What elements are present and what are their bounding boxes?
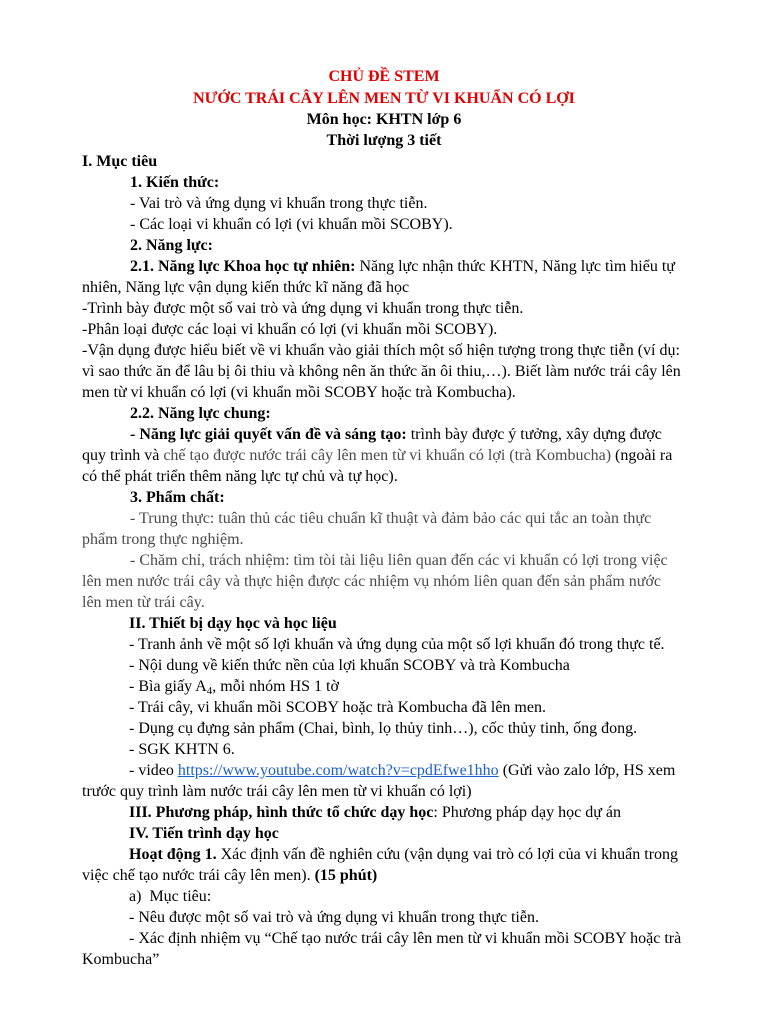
goal-item: - Xác định nhiệm vụ “Chế tạo nước trái cây lên men từ vi khuẩn mồi SCOBY hoặc trà (129, 930, 682, 947)
knowledge-item: - Vai trò và ứng dụng vi khuẩn trong thực tiễn. (130, 195, 428, 212)
materials-item: - Nội dung về kiến thức nền của lợi khuẩn SCOBY và trà Kombucha (129, 657, 570, 674)
general-competence-text: có thể phát triển thêm năng lực tự chủ và tự học). (82, 468, 398, 485)
section-process-heading: IV. Tiến trình dạy học (129, 825, 279, 842)
goal-heading-line (129, 886, 211, 907)
knowledge-item: - Các loại vi khuẩn có lợi (vi khuẩn mồi SCOBY). (130, 216, 453, 233)
science-competence-line (130, 256, 675, 277)
section-objectives-heading: I. Mục tiêu (82, 153, 158, 170)
science-competence-text: Năng lực nhận thức KHTN, Năng lực tìm hiểu tự (355, 258, 675, 275)
materials-video-item (129, 760, 675, 781)
section-methods-heading: III. Phương pháp, hình thức tổ chức dạy học (129, 804, 434, 821)
science-competence-item: -Vận dụng được hiểu biết về vi khuẩn vào giải thích một số hiện tượng trong thực tiễn (ví dụ: (82, 342, 680, 359)
video-note-cont: trước quy trình làm nước trái cây lên men từ vi khuẩn có lợi) (82, 783, 472, 800)
general-competence-product: chế tạo được nước trái cây lên men từ vi khuẩn có lợi (trà Kombucha) (163, 447, 612, 464)
goal-item-cont: Kombucha” (82, 951, 160, 968)
activity-text: việc chế tạo nước trái cây lên men). (82, 867, 315, 884)
paper-size-subscript: 4 (206, 685, 213, 697)
science-competence-label: 2.1. Năng lực Khoa học tự nhiên: (130, 258, 356, 275)
activity-duration: (15 phút) (314, 867, 378, 884)
science-competence-item: -Trình bày được một số vai trò và ứng dụng vi khuẩn trong thực tiễn. (82, 300, 524, 317)
science-competence-item-cont: men từ vi khuẩn có lợi (vi khuẩn mồi SCOBY hoặc trà Kombucha). (82, 384, 516, 401)
quality-item-cont: phẩm trong thực nghiệm. (82, 531, 244, 548)
goal-item: - Nêu được một số vai trò và ứng dụng vi khuẩn trong thực tiễn. (129, 909, 539, 926)
general-competence-text: (ngoài ra (611, 447, 673, 464)
topic-heading: CHỦ ĐỀ STEM (328, 68, 440, 85)
video-link[interactable]: https://www.youtube.com/watch?v=cpdEfwe1hho (177, 762, 499, 779)
activity-text: Xác định vấn đề nghiên cứu (vận dụng vai trò có lợi của vi khuẩn trong (216, 846, 679, 863)
general-competence-line (82, 445, 672, 466)
knowledge-heading: 1. Kiến thức: (130, 174, 220, 191)
general-competence-text: trình bày được ý tưởng, xây dựng được (406, 426, 662, 443)
activity-line-cont (82, 865, 377, 886)
materials-item-text: , mỗi nhóm HS 1 tờ (212, 678, 339, 695)
duration-line: Thời lượng 3 tiết (326, 132, 442, 149)
goal-marker: a) (129, 888, 142, 905)
materials-item (129, 676, 339, 697)
activity-label: Hoạt động 1. (129, 846, 217, 863)
materials-item: - Tranh ảnh về một số lợi khuẩn và ứng dụng của một số lợi khuẩn đó trong thực tế. (129, 636, 665, 653)
quality-item: - Chăm chỉ, trách nhiệm: tìm tòi tài liệu liên quan đến các vi khuẩn có lợi trong việc (130, 552, 668, 569)
methods-line (129, 802, 621, 823)
quality-item-cont: lên men nước trái cây và thực hiện được các nhiệm vụ nhóm liên quan đến sản phẩm nước (82, 573, 661, 590)
general-competence-text: quy trình và (82, 447, 164, 464)
activity-line (129, 844, 678, 865)
general-competence-label: - Năng lực giải quyết vấn đề và sáng tạo: (130, 426, 407, 443)
materials-item: - SGK KHTN 6. (129, 741, 235, 758)
goal-label: Mục tiêu: (149, 888, 212, 905)
quality-item-cont: lên men từ trái cây. (82, 594, 205, 611)
methods-text: : Phương pháp dạy học dự án (433, 804, 621, 821)
competence-heading: 2. Năng lực: (130, 237, 213, 254)
video-note: (Gửi vào zalo lớp, HS xem (498, 762, 676, 779)
general-competence-heading: 2.2. Năng lực chung: (130, 405, 271, 422)
qualities-heading: 3. Phẩm chất: (130, 489, 225, 506)
general-competence-line (130, 424, 662, 445)
document-title: NƯỚC TRÁI CÂY LÊN MEN TỪ VI KHUẨN CÓ LỢI (193, 90, 575, 107)
section-materials-heading: II. Thiết bị dạy học và học liệu (129, 615, 337, 632)
subject-line: Môn học: KHTN lớp 6 (306, 111, 462, 128)
science-competence-item: -Phân loại được các loại vi khuẩn có lợi (vi khuẩn mồi SCOBY). (82, 321, 498, 338)
science-competence-text: nhiên, Năng lực vận dụng kiến thức kĩ năng đã học (82, 279, 410, 296)
materials-item-text: - Bìa giấy A (129, 678, 207, 695)
video-prefix: - video (129, 762, 178, 779)
materials-item: - Dụng cụ đựng sản phẩm (Chai, bình, lọ thủy tinh…), cốc thủy tinh, ống đong. (129, 720, 638, 737)
quality-item: - Trung thực: tuân thủ các tiêu chuẩn kĩ thuật và đảm bảo các qui tắc an toàn thực (130, 510, 652, 527)
materials-item: - Trái cây, vi khuẩn mồi SCOBY hoặc trà Kombucha đã lên men. (129, 699, 546, 716)
science-competence-item-cont: vì sao thức ăn để lâu bị ôi thiu và không nên ăn thức ăn ôi thiu,…). Biết làm nước trái cây lên (82, 363, 681, 380)
